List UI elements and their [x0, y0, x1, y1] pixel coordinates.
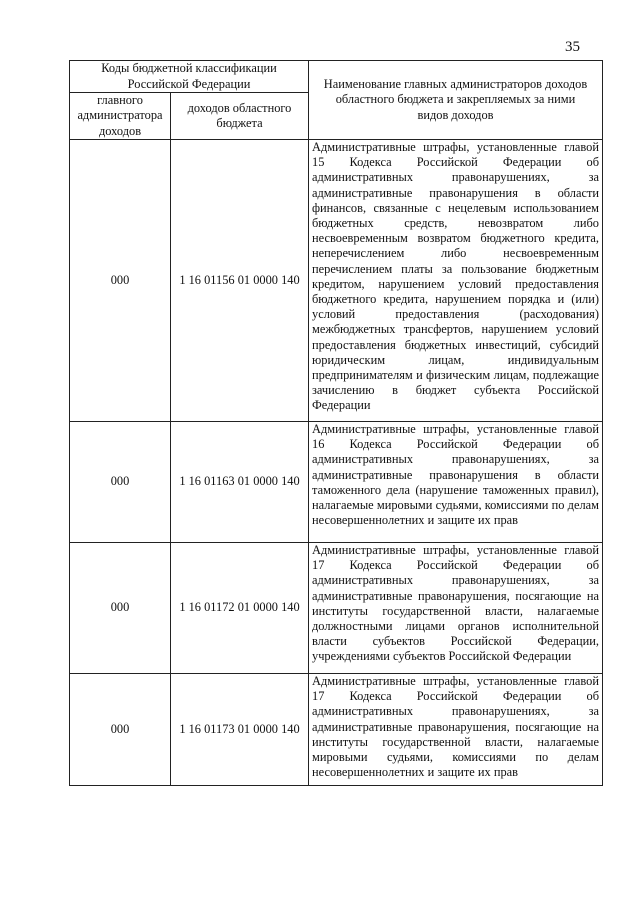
description-text: Административные штрафы, установленные главой 17 Кодекса Российской Федерации об административных правонарушениях, за административные правонарушения, посягающие на институты государственной власти, налагаемые мировыми судьями, комиссиями по делам несовершеннолетних и защите их прав — [312, 674, 599, 780]
description-text: Административные штрафы, установленные главой 16 Кодекса Российской Федерации об административных правонарушениях, за административные правонарушения в области таможенного дела (нарушение таможенных правил), налагаемые мировыми судьями, комиссиями по делам несовершеннолетних и защите их прав — [312, 422, 599, 528]
page-number: 35 — [565, 39, 580, 55]
income-code-cell: 1 16 01156 01 0000 140 — [171, 140, 309, 422]
header-row-top — [70, 61, 603, 93]
table-row — [70, 140, 603, 422]
table-row — [70, 674, 603, 786]
income-code-cell: 1 16 01172 01 0000 140 — [171, 543, 309, 674]
admin-code-cell: 000 — [70, 422, 171, 543]
admin-code-cell: 000 — [70, 140, 171, 422]
table-header — [70, 61, 603, 140]
admin-code-cell: 000 — [70, 674, 171, 786]
description-text: Административные штрафы, установленные главой 15 Кодекса Российской Федерации об административных правонарушениях, за административные правонарушения в области финансов, связанные с нецелевым использованием бюджетных средств, невозвратом либо несвоевременным возвратом бюджетного кредита, неперечислением либо несвоевременным перечислением платы за пользование бюджетным кредитом, нарушением условий предоставления бюджетного кредита, нарушением порядка и (или) условий предоставления (расходования) межбюджетных трансфертов, нарушением условий предоставления бюджетных инвестиций, субсидий юридическим лицам, индивидуальным предпринимателям и физическим лицам, подлежащие зачислению в бюджет субъекта Российской Федерации — [312, 140, 599, 413]
header-budget-codes: Коды бюджетной классификации Российской Федерации — [70, 61, 309, 93]
description-cell — [309, 140, 603, 422]
admin-code-cell: 000 — [70, 543, 171, 674]
budget-classification-table — [69, 60, 603, 786]
description-cell — [309, 543, 603, 674]
income-code-cell: 1 16 01163 01 0000 140 — [171, 422, 309, 543]
income-code-cell: 1 16 01173 01 0000 140 — [171, 674, 309, 786]
header-main-administrator: главного администратора доходов — [70, 93, 171, 140]
header-regional-income: доходов областного бюджета — [171, 93, 309, 140]
table-row — [70, 422, 603, 543]
description-cell — [309, 674, 603, 786]
description-cell — [309, 422, 603, 543]
table-row — [70, 543, 603, 674]
description-text: Административные штрафы, установленные главой 17 Кодекса Российской Федерации об административных правонарушениях, за административные правонарушения, посягающие на институты государственной власти, налагаемые должностными лицами органов исполнительной власти субъектов Российской Федерации, учреждениями субъектов Российской Федерации — [312, 543, 599, 664]
header-administrator-name: Наименование главных администраторов доходов областного бюджета и закрепляемых за ними видов доходов — [309, 61, 603, 140]
table-body — [70, 140, 603, 786]
